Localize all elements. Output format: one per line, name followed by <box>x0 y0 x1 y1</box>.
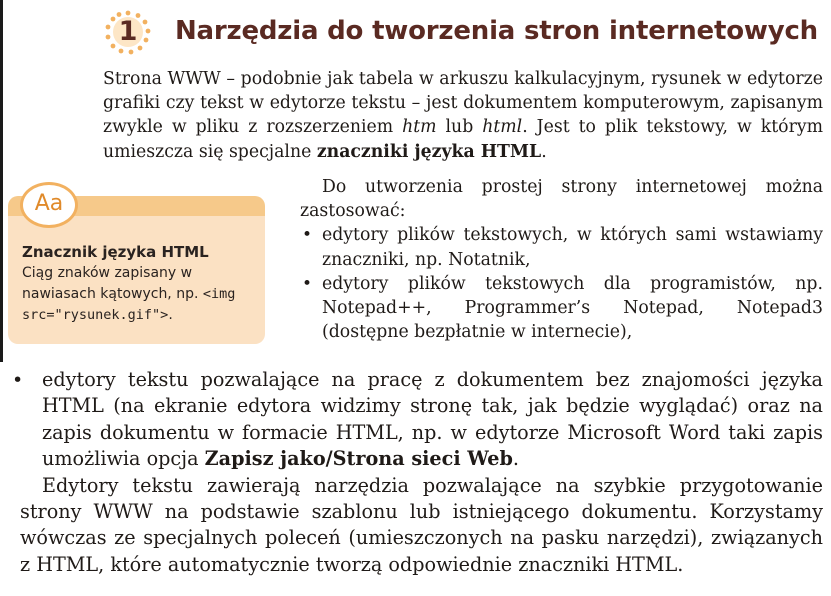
definition-box <box>8 191 265 344</box>
list-item: • edytory plików tekstowych, w których sami wstawiamy znaczniki, np. Notatnik, <box>300 223 823 271</box>
definition-icon-label: Aa <box>34 191 64 216</box>
left-margin-rule <box>0 0 3 362</box>
intro-text-3: . Jest to plik tekstowy, w którym umieszcza się specjalne <box>103 117 823 162</box>
intro-bold-term: znaczniki języka HTML <box>316 141 542 162</box>
intro-ext-htm: htm <box>402 117 437 138</box>
intro-text-1: Strona WWW – podobnie jak tabela w arkuszu kalkulacyjnym, rysunek w edytorze grafiki czy tekst w edytorze tekstu – jest dokumentem komputerowym, zapisanym zwykle w pliku z rozszerzeniem <box>103 69 823 138</box>
definition-title: Znacznik języka HTML <box>22 243 209 261</box>
bullet-text-2: . <box>512 447 520 471</box>
intro-paragraph <box>103 67 823 164</box>
tools-intro-paragraph: Do utworzenia prostej strony internetowej można zastosować: <box>300 177 823 222</box>
list-item <box>20 367 823 473</box>
definition-content <box>22 242 262 326</box>
tools-intro-column <box>300 175 823 344</box>
bullet-text-1: edytory tekstu pozwalające na pracę z dokumentem bez znajomości języka HTML (na ekranie edytora widzimy stronę tak, jak będzie wyglądać) oraz na zapis dokumentu w formacie HTML, np. w edytorze Microsoft Word taki zapis umożliwia opcja <box>42 368 823 471</box>
bullet-bold-option: Zapisz jako/Strona sieci Web <box>204 447 513 471</box>
tools-list <box>300 223 823 344</box>
intro-ext-html: html <box>482 117 523 138</box>
section-heading <box>103 8 823 58</box>
section-number-badge <box>103 10 153 56</box>
definition-code-tail: . <box>168 307 173 323</box>
tools-list-continued <box>20 367 823 473</box>
bottom-section <box>20 367 823 578</box>
definition-body: Ciąg znaków zapisany w nawiasach kątowych, np. <box>22 265 199 302</box>
intro-text-4: . <box>541 141 547 162</box>
list-item: • edytory plików tekstowych dla programistów, np. Notepad++, Programmer’s Notepad, Notepad3 (dostępne bezpłatnie w internecie), <box>300 272 823 345</box>
section-number: 1 <box>118 16 138 47</box>
templates-paragraph: Edytory tekstu zawierają narzędzia pozwalające na szybkie przygotowanie strony WWW na podstawie szablonu lub istniejącego dokumentu. Korzystamy wówczas ze specjalnych poleceń (umieszczonych na pasku narzędzi), związanych z HTML, które automatycznie tworzą odpowiednie znaczniki HTML. <box>20 473 823 576</box>
section-title: Narzędzia do tworzenia stron internetowych <box>175 16 818 46</box>
definition-code: <img src="rysunek.gif"> <box>22 286 236 323</box>
intro-text-2: lub <box>436 117 483 138</box>
definition-aa-icon <box>20 182 78 228</box>
